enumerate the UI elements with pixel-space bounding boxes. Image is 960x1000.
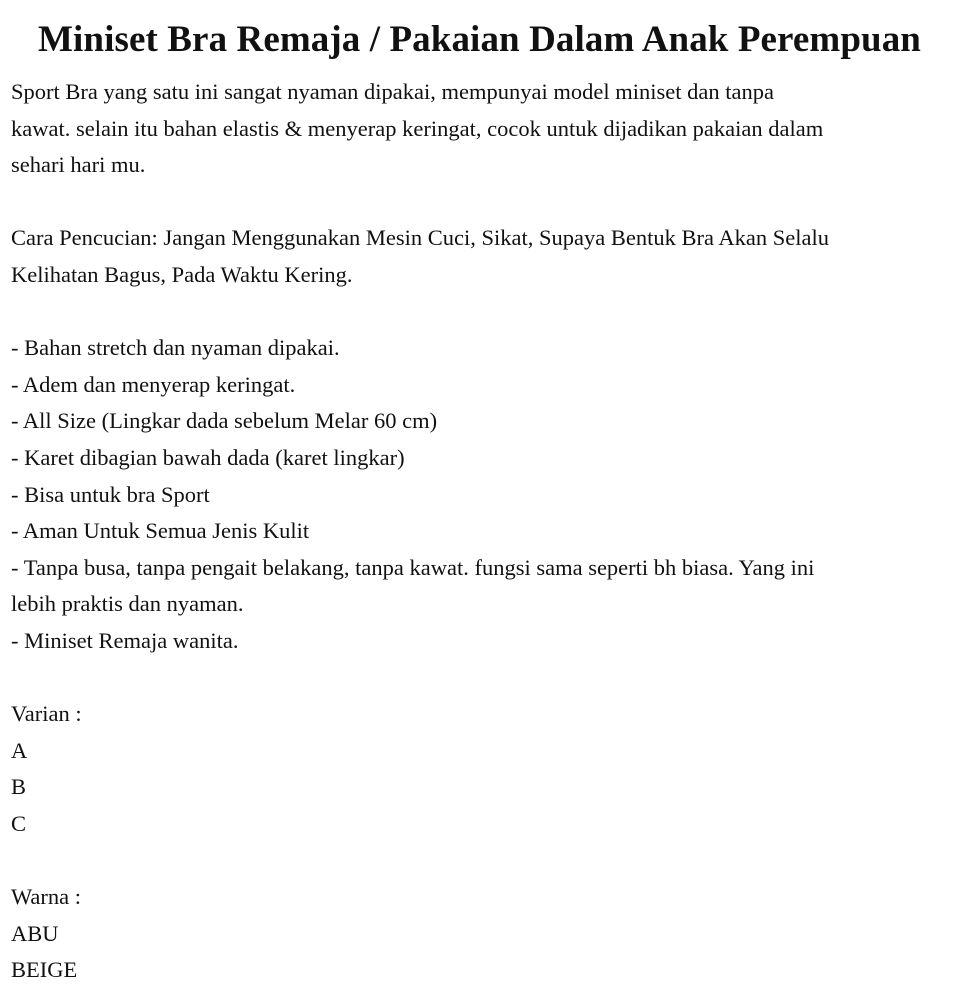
intro-line: sehari hari mu. [11, 152, 146, 178]
color-option: BEIGE [11, 957, 78, 983]
color-label: Warna : [11, 884, 82, 910]
feature-item: - Bahan stretch dan nyaman dipakai. [11, 335, 340, 361]
intro-line: Sport Bra yang satu ini sangat nyaman dipakai, mempunyai model miniset dan tanpa [11, 79, 774, 104]
feature-item: - Tanpa busa, tanpa pengait belakang, tanpa kawat. fungsi sama seperti bh biasa. Yang ini [11, 554, 815, 580]
feature-item: - Aman Untuk Semua Jenis Kulit [11, 518, 310, 544]
feature-item: - Adem dan menyerap keringat. [11, 371, 296, 397]
color-list [11, 879, 948, 989]
care-instructions [11, 220, 948, 293]
variant-list [11, 696, 948, 842]
care-line: Kelihatan Bagus, Pada Waktu Kering. [11, 261, 353, 287]
variant-label: Varian : [11, 701, 82, 727]
product-description [11, 74, 948, 989]
feature-item-continuation: lebih praktis dan nyaman. [11, 591, 244, 617]
paragraph-spacer [11, 660, 948, 697]
care-line: Cara Pencucian: Jangan Menggunakan Mesin Cuci, Sikat, Supaya Bentuk Bra Akan Selalu [11, 225, 829, 251]
variant-option: A [11, 737, 28, 763]
color-option: ABU [11, 920, 59, 946]
intro-line: kawat. selain itu bahan elastis & menyerap keringat, cocok untuk dijadikan pakaian dalam [11, 115, 824, 141]
feature-item: - All Size (Lingkar dada sebelum Melar 60 cm) [11, 408, 438, 434]
variant-option: C [11, 810, 27, 836]
paragraph-spacer [11, 294, 948, 331]
variant-option: B [11, 774, 27, 800]
feature-item: - Bisa untuk bra Sport [11, 481, 210, 507]
feature-list [11, 330, 948, 659]
page-title: Miniset Bra Remaja / Pakaian Dalam Anak Perempuan [38, 19, 921, 60]
paragraph-spacer [11, 842, 948, 879]
intro-paragraph [11, 74, 948, 184]
feature-item: - Miniset Remaja wanita. [11, 627, 239, 653]
paragraph-spacer [11, 184, 948, 221]
feature-item: - Karet dibagian bawah dada (karet lingkar) [11, 444, 405, 470]
